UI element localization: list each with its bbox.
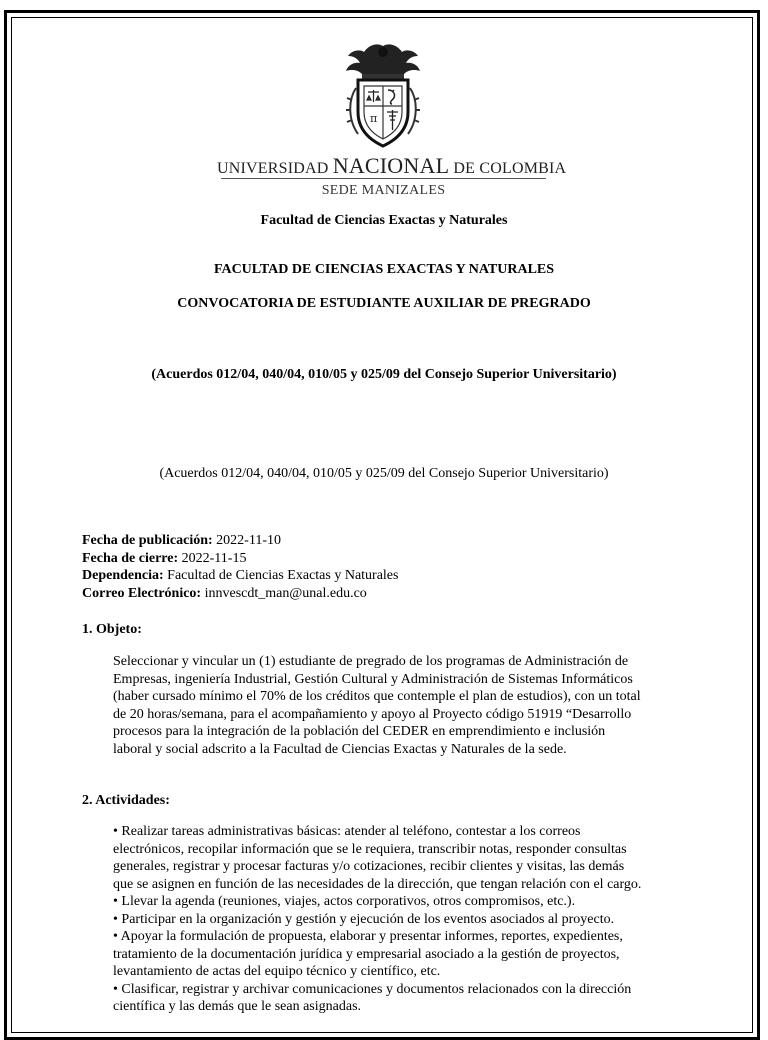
paragraph-line: (haber cursado mínimo el 70% de los créditos que contemple el plan de estudios), con un total — [113, 689, 641, 704]
activity-line: • Apoyar la formulación de propuesta, elaborar y presentar informes, reportes, expedientes, — [113, 929, 623, 944]
paragraph-line: procesos para la integración de la población del CEDER en emprendimiento e inclusión — [113, 724, 606, 739]
faculty-name: Facultad de Ciencias Exactas y Naturales — [260, 213, 508, 228]
activity-line: científica y las demás que le sean asignadas. — [113, 999, 362, 1014]
paragraph-line: Empresas, ingeniería Industrial, Gestión Cultural y Administración de Sistemas Informáticos — [113, 671, 633, 687]
closing-date-value: 2022-11-15 — [181, 550, 247, 566]
agreements-bold: (Acuerdos 012/04, 040/04, 010/05 y 025/09 del Consejo Superior Universitario) — [151, 367, 617, 382]
university-name — [217, 153, 567, 179]
section-actividades-title: 2. Actividades: — [82, 793, 170, 808]
closing-date-label: Fecha de cierre: — [82, 550, 179, 566]
activity-line: • Participar en la organización y gestión y ejecución de los eventos asociados al proyecto. — [113, 911, 615, 927]
faculty-title: FACULTAD DE CIENCIAS EXACTAS Y NATURALES — [213, 262, 555, 277]
call-metadata — [82, 532, 398, 602]
activity-line: electrónicos, recopilar información que se le requiera, transcribir notas, responder consultas — [113, 841, 627, 857]
paragraph-line: laboral y social adscrito a la Facultad de Ciencias Exactas y Naturales de la sede. — [113, 741, 567, 757]
publication-date-row — [82, 532, 398, 550]
dependency-label: Dependencia: — [82, 568, 164, 583]
section-actividades-body — [113, 823, 688, 1016]
university-logo — [217, 40, 567, 205]
activity-line: que se asignen en función de las necesidades de la dirección, que tengan relación con el cargo. — [113, 876, 642, 892]
activity-line: tratamiento de la documentación jurídica y empresarial asociado a la gestión de proyectos, — [113, 946, 620, 962]
publication-date-label: Fecha de publicación: — [82, 533, 213, 548]
activity-line: generales, registrar y procesar facturas y/o cotizaciones, recibir clientes y visitas, las demás — [113, 859, 625, 874]
section-objeto-title: 1. Objeto: — [82, 622, 142, 637]
activity-line: • Llevar la agenda (reuniones, viajes, actos corporativos, otros compromisos, etc.). — [113, 894, 576, 909]
university-name-main: NACIONAL — [332, 153, 450, 178]
publication-date-value: 2022-11-10 — [216, 533, 281, 548]
paragraph-line: Seleccionar y vincular un (1) estudiante de pregrado de los programas de Administración de — [113, 654, 629, 669]
agreements-plain: (Acuerdos 012/04, 040/04, 010/05 y 025/09 del Consejo Superior Universitario) — [159, 466, 609, 481]
email-value: innvescdt_man@unal.edu.co — [204, 585, 367, 601]
coat-of-arms-seal — [342, 40, 424, 148]
university-name-prefix: UNIVERSIDAD — [217, 160, 329, 177]
dependency-value: Facultad de Ciencias Exactas y Naturales — [167, 568, 399, 583]
svg-text:π: π — [370, 112, 378, 125]
dependency-row — [82, 567, 398, 585]
activity-line: levantamiento de actas del equipo técnico y científico, etc. — [113, 964, 441, 979]
call-title: CONVOCATORIA DE ESTUDIANTE AUXILIAR DE PREGRADO — [177, 296, 591, 311]
paragraph-line: de 20 horas/semana, para el acompañamiento y apoyo al Proyecto código 51919 “Desarrollo — [113, 706, 632, 722]
email-label: Correo Electrónico: — [82, 585, 202, 601]
activity-line: • Realizar tareas administrativas básicas: atender al teléfono, contestar a los correos — [113, 824, 581, 839]
closing-date-row — [82, 550, 398, 568]
activity-line: • Clasificar, registrar y archivar comunicaciones y documentos relacionados con la dirección — [113, 981, 632, 997]
campus-name: SEDE MANIZALES — [321, 183, 446, 198]
section-objeto-body — [113, 653, 688, 758]
university-name-suffix: DE COLOMBIA — [453, 160, 567, 177]
email-row — [82, 585, 398, 603]
logo-divider — [221, 178, 546, 179]
